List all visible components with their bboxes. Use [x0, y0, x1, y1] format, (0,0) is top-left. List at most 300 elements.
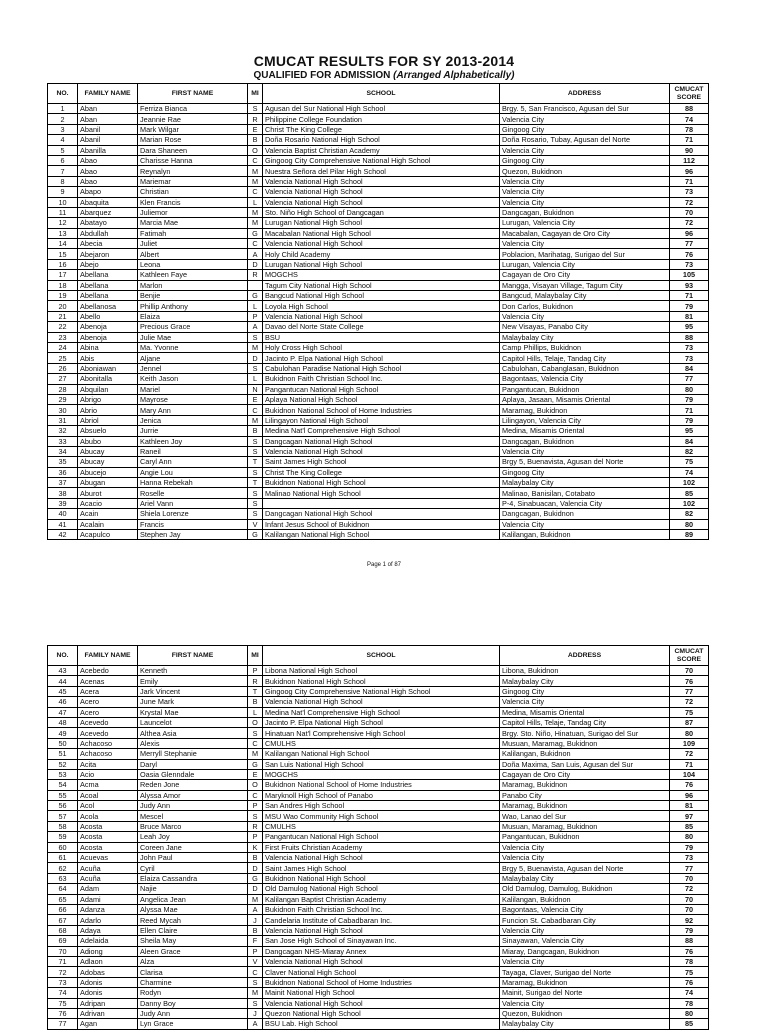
cell-school: Valencia National High School — [263, 446, 500, 456]
cell-school: Dangcagan National High School — [263, 509, 500, 519]
cell-first-name: Elaiza — [138, 311, 248, 321]
cell-address: Pangantucan, Bukidnon — [500, 384, 670, 394]
table-row — [48, 166, 709, 176]
cell-score: 90 — [670, 145, 709, 155]
page-title: CMUCAT RESULTS FOR SY 2013-2014 — [253, 53, 515, 69]
table-row — [48, 478, 709, 488]
cell-mi: M — [248, 894, 263, 904]
cell-address: Brgy 5, Buenavista, Agusan del Norte — [500, 457, 670, 467]
cell-family-name: Adripan — [78, 998, 138, 1008]
cell-mi — [248, 280, 263, 290]
cell-family-name: Acera — [78, 686, 138, 696]
cell-school: Christ The King College — [263, 124, 500, 134]
cell-mi: E — [248, 769, 263, 779]
cell-score: 82 — [670, 446, 709, 456]
cell-family-name: Acevedo — [78, 717, 138, 727]
cell-family-name: Acuña — [78, 863, 138, 873]
cell-first-name: Cyril — [138, 863, 248, 873]
cell-mi: E — [248, 394, 263, 404]
cell-first-name: Sheila May — [138, 936, 248, 946]
cell-score: 75 — [670, 707, 709, 717]
table-row — [48, 446, 709, 456]
cell-mi: M — [248, 988, 263, 998]
cell-address: Mangga, Visayan Village, Tagum City — [500, 280, 670, 290]
cell-first-name: Reden Jone — [138, 780, 248, 790]
cell-score: 71 — [670, 405, 709, 415]
table-row — [48, 821, 709, 831]
cell-first-name: Marcia Mae — [138, 218, 248, 228]
cell-score: 85 — [670, 1019, 709, 1029]
cell-first-name: Rodyn — [138, 988, 248, 998]
cell-address: Kalilangan, Bukidnon — [500, 749, 670, 759]
cell-school: Lurugan National High School — [263, 259, 500, 269]
cell-mi: G — [248, 759, 263, 769]
cell-school: Holy Child Academy — [263, 249, 500, 259]
cell-family-name: Abucay — [78, 457, 138, 467]
cell-family-name: Adonis — [78, 977, 138, 987]
table-row — [48, 342, 709, 352]
cell-school: Candelaria Institute of Cabadbaran Inc. — [263, 915, 500, 925]
table-row — [48, 988, 709, 998]
cell-first-name: Jeannie Rae — [138, 114, 248, 124]
table-row — [48, 530, 709, 540]
cell-score: 73 — [670, 353, 709, 363]
cell-address: P-4, Sinabuacan, Valencia City — [500, 498, 670, 508]
cell-score: 92 — [670, 915, 709, 925]
cell-no: 58 — [48, 821, 78, 831]
cell-address: Libona, Bukidnon — [500, 666, 670, 676]
cell-no: 71 — [48, 956, 78, 966]
cell-address: Doña Rosario, Tubay, Agusan del Norte — [500, 135, 670, 145]
cell-mi: B — [248, 925, 263, 935]
cell-first-name: Mariel — [138, 384, 248, 394]
cell-first-name: Alyssa Mae — [138, 904, 248, 914]
table-row — [48, 666, 709, 676]
cell-address: Gingoog City — [500, 124, 670, 134]
cell-family-name: Abejaron — [78, 249, 138, 259]
cell-mi: S — [248, 467, 263, 477]
table-row — [48, 218, 709, 228]
cell-school: Valencia Baptist Christian Academy — [263, 145, 500, 155]
table-row — [48, 956, 709, 966]
cell-school: Bukidnon National High School — [263, 478, 500, 488]
cell-no: 3 — [48, 124, 78, 134]
cell-no: 73 — [48, 977, 78, 987]
cell-mi: S — [248, 728, 263, 738]
cell-first-name: Raneil — [138, 446, 248, 456]
cell-no: 6 — [48, 155, 78, 165]
cell-no: 30 — [48, 405, 78, 415]
cell-family-name: Acio — [78, 769, 138, 779]
cell-no: 29 — [48, 394, 78, 404]
cell-family-name: Abao — [78, 176, 138, 186]
cell-mi: T — [248, 686, 263, 696]
cell-school: Pangantucan National High School — [263, 384, 500, 394]
cell-no: 21 — [48, 311, 78, 321]
cell-school: Lurugan National High School — [263, 218, 500, 228]
cell-score: 76 — [670, 780, 709, 790]
cell-address: Lilingayon, Valencia City — [500, 415, 670, 425]
cell-score: 105 — [670, 270, 709, 280]
cell-school: Bangcud National High School — [263, 291, 500, 301]
cell-score: 109 — [670, 738, 709, 748]
cell-score: 74 — [670, 467, 709, 477]
cell-mi: D — [248, 863, 263, 873]
cell-school: Gingoog City Comprehensive National High School — [263, 686, 500, 696]
cell-first-name: Najie — [138, 884, 248, 894]
table-row — [48, 301, 709, 311]
cell-mi: O — [248, 145, 263, 155]
cell-address: Dangcagan, Bukidnon — [500, 509, 670, 519]
cell-first-name: Klen Francis — [138, 197, 248, 207]
cell-no: 31 — [48, 415, 78, 425]
table-row — [48, 270, 709, 280]
cell-mi: L — [248, 301, 263, 311]
cell-family-name: Abao — [78, 166, 138, 176]
cell-first-name: Ariel Vann — [138, 498, 248, 508]
cell-school: Saint James High School — [263, 457, 500, 467]
cell-score: 77 — [670, 686, 709, 696]
col-header-no: NO. — [48, 84, 78, 104]
cell-address: Valencia City — [500, 145, 670, 155]
cell-no: 48 — [48, 717, 78, 727]
cell-mi: S — [248, 498, 263, 508]
cell-score: 79 — [670, 301, 709, 311]
table-body — [48, 666, 709, 1030]
cell-family-name: Acalain — [78, 519, 138, 529]
cell-family-name: Aban — [78, 114, 138, 124]
cell-family-name: Abis — [78, 353, 138, 363]
cell-first-name: Daryl — [138, 759, 248, 769]
table-row — [48, 842, 709, 852]
cell-first-name: Danny Boy — [138, 998, 248, 1008]
cell-score: 95 — [670, 322, 709, 332]
cell-address: Bagontaas, Valencia City — [500, 374, 670, 384]
cell-no: 59 — [48, 832, 78, 842]
cell-family-name: Acero — [78, 707, 138, 717]
table-row — [48, 697, 709, 707]
cell-score: 84 — [670, 436, 709, 446]
table-row — [48, 728, 709, 738]
cell-family-name: Abanil — [78, 135, 138, 145]
cell-no: 2 — [48, 114, 78, 124]
cell-school: Valencia National High School — [263, 187, 500, 197]
table-row — [48, 884, 709, 894]
cell-score: 102 — [670, 478, 709, 488]
cell-no: 22 — [48, 322, 78, 332]
cell-family-name: Abatayo — [78, 218, 138, 228]
cell-address: Valencia City — [500, 114, 670, 124]
table-row — [48, 311, 709, 321]
cell-mi: L — [248, 707, 263, 717]
cell-address: Valencia City — [500, 519, 670, 529]
cell-first-name: Judy Ann — [138, 1008, 248, 1018]
cell-no: 9 — [48, 187, 78, 197]
cell-family-name: Abucay — [78, 446, 138, 456]
cell-family-name: Acola — [78, 811, 138, 821]
table-row — [48, 915, 709, 925]
cell-school: Claver National High School — [263, 967, 500, 977]
cell-no: 54 — [48, 780, 78, 790]
table-row — [48, 790, 709, 800]
cell-score: 70 — [670, 894, 709, 904]
cell-school: San Andres High School — [263, 801, 500, 811]
table-row — [48, 394, 709, 404]
cell-mi: V — [248, 956, 263, 966]
table-row — [48, 104, 709, 114]
col-header-school: SCHOOL — [263, 84, 500, 104]
cell-score: 80 — [670, 384, 709, 394]
cell-first-name: Francis — [138, 519, 248, 529]
cell-no: 53 — [48, 769, 78, 779]
cell-mi: V — [248, 519, 263, 529]
cell-first-name: Juliemor — [138, 207, 248, 217]
cell-first-name: Althea Asia — [138, 728, 248, 738]
cell-score: 81 — [670, 801, 709, 811]
cell-school: Bukidnon National High School — [263, 873, 500, 883]
table-row — [48, 405, 709, 415]
cell-mi: N — [248, 384, 263, 394]
cell-address: Valencia City — [500, 925, 670, 935]
table-row — [48, 904, 709, 914]
cell-no: 57 — [48, 811, 78, 821]
cell-mi: M — [248, 749, 263, 759]
cell-mi: C — [248, 405, 263, 415]
cell-family-name: Acevedo — [78, 728, 138, 738]
cell-first-name: Judy Ann — [138, 801, 248, 811]
cell-school: Kalilangan National High School — [263, 530, 500, 540]
cell-mi: P — [248, 801, 263, 811]
cell-address: Valencia City — [500, 842, 670, 852]
cell-mi: A — [248, 322, 263, 332]
cell-first-name: Stephen Jay — [138, 530, 248, 540]
cell-first-name: Oasia Glenndale — [138, 769, 248, 779]
cell-school: Old Damulog National High School — [263, 884, 500, 894]
cell-first-name: Dara Shaneen — [138, 145, 248, 155]
cell-no: 77 — [48, 1019, 78, 1029]
cell-family-name: Adarlo — [78, 915, 138, 925]
cell-first-name: Reed Mycah — [138, 915, 248, 925]
cell-no: 74 — [48, 988, 78, 998]
cell-mi: T — [248, 457, 263, 467]
cell-mi: B — [248, 853, 263, 863]
cell-score: 80 — [670, 832, 709, 842]
cell-address: Miaray, Dangcagan, Bukidnon — [500, 946, 670, 956]
cell-score: 79 — [670, 842, 709, 852]
cell-school: Cabulohan Paradise National High School — [263, 363, 500, 373]
cell-no: 13 — [48, 228, 78, 238]
cell-family-name: Abriol — [78, 415, 138, 425]
cell-first-name: Kathleen Faye — [138, 270, 248, 280]
cell-no: 15 — [48, 249, 78, 259]
cell-address: Bangcud, Malaybalay City — [500, 291, 670, 301]
cell-first-name: Mariemar — [138, 176, 248, 186]
cell-school: Saint James High School — [263, 863, 500, 873]
cell-address: Wao, Lanao del Sur — [500, 811, 670, 821]
table-row — [48, 946, 709, 956]
cell-no: 45 — [48, 686, 78, 696]
cell-address: Capitol Hills, Telaje, Tandag City — [500, 717, 670, 727]
cell-first-name: Angelica Jean — [138, 894, 248, 904]
cell-family-name: Abellana — [78, 280, 138, 290]
cell-school: Infant Jesus School of Bukidnon — [263, 519, 500, 529]
table-row — [48, 488, 709, 498]
cell-address: Quezon, Bukidnon — [500, 1008, 670, 1018]
cell-no: 11 — [48, 207, 78, 217]
table-row — [48, 280, 709, 290]
table-row — [48, 832, 709, 842]
cell-first-name: Kenneth — [138, 666, 248, 676]
table-row — [48, 155, 709, 165]
cell-school: Bukidnon Faith Christian School Inc. — [263, 904, 500, 914]
cell-score: 73 — [670, 342, 709, 352]
cell-no: 60 — [48, 842, 78, 852]
cell-address: Maramag, Bukidnon — [500, 405, 670, 415]
cell-no: 24 — [48, 342, 78, 352]
cell-address: Dangcagan, Bukidnon — [500, 436, 670, 446]
cell-address: Maramag, Bukidnon — [500, 780, 670, 790]
cell-no: 4 — [48, 135, 78, 145]
cell-school: Malinao National High School — [263, 488, 500, 498]
cell-school: Libona National High School — [263, 666, 500, 676]
table-row — [48, 801, 709, 811]
cell-school: Kalilangan National High School — [263, 749, 500, 759]
cell-first-name: Krystal Mae — [138, 707, 248, 717]
table-row — [48, 239, 709, 249]
cell-mi: C — [248, 187, 263, 197]
cell-family-name: Adanza — [78, 904, 138, 914]
cell-score: 74 — [670, 114, 709, 124]
table-row — [48, 967, 709, 977]
cell-address: Camp Phillips, Bukidnon — [500, 342, 670, 352]
results-table-page-1 — [47, 83, 709, 540]
cell-mi: C — [248, 790, 263, 800]
table-row — [48, 467, 709, 477]
cell-first-name: Mark Wilgar — [138, 124, 248, 134]
cell-mi: J — [248, 1008, 263, 1018]
cell-mi: D — [248, 259, 263, 269]
cell-score: 72 — [670, 697, 709, 707]
cell-no: 36 — [48, 467, 78, 477]
cell-first-name: Charisse Hanna — [138, 155, 248, 165]
cell-first-name: Alexis — [138, 738, 248, 748]
cell-school: Aplaya National High School — [263, 394, 500, 404]
cell-family-name: Achacoso — [78, 749, 138, 759]
cell-no: 52 — [48, 759, 78, 769]
cell-address: Valencia City — [500, 998, 670, 1008]
cell-school: Macabalan National High School — [263, 228, 500, 238]
table-row — [48, 873, 709, 883]
cell-family-name: Achacoso — [78, 738, 138, 748]
cell-address: Poblacion, Marihatag, Surigao del Sur — [500, 249, 670, 259]
cell-school: San Jose High School of Sinayawan Inc. — [263, 936, 500, 946]
cell-mi: T — [248, 478, 263, 488]
cell-score: 85 — [670, 488, 709, 498]
cell-score: 96 — [670, 166, 709, 176]
cell-family-name: Aban — [78, 104, 138, 114]
cell-mi: S — [248, 977, 263, 987]
cell-family-name: Acosta — [78, 842, 138, 852]
col-header-score: CMUCAT SCORE — [670, 646, 709, 666]
table-row — [48, 249, 709, 259]
cell-address: Panabo City — [500, 790, 670, 800]
cell-score: 79 — [670, 394, 709, 404]
cell-mi: O — [248, 717, 263, 727]
cell-mi: E — [248, 124, 263, 134]
cell-score: 70 — [670, 207, 709, 217]
cell-no: 17 — [48, 270, 78, 280]
cell-address: Brgy. Sto. Niño, Hinatuan, Surigao del Sur — [500, 728, 670, 738]
cell-address: Medina, Misamis Oriental — [500, 707, 670, 717]
cell-score: 71 — [670, 135, 709, 145]
cell-no: 1 — [48, 104, 78, 114]
cell-score: 72 — [670, 218, 709, 228]
cell-no: 14 — [48, 239, 78, 249]
cell-address: Cagayan de Oro City — [500, 769, 670, 779]
cell-score: 76 — [670, 977, 709, 987]
table-row — [48, 176, 709, 186]
table-row — [48, 145, 709, 155]
cell-score: 93 — [670, 280, 709, 290]
cell-score: 82 — [670, 509, 709, 519]
cell-score: 78 — [670, 956, 709, 966]
cell-score: 71 — [670, 759, 709, 769]
cell-first-name: Ellen Claire — [138, 925, 248, 935]
cell-family-name: Abejo — [78, 259, 138, 269]
cell-address: Gingoog City — [500, 467, 670, 477]
cell-address: Musuan, Maramag, Bukidnon — [500, 738, 670, 748]
cell-no: 27 — [48, 374, 78, 384]
cell-no: 16 — [48, 259, 78, 269]
cell-score: 76 — [670, 676, 709, 686]
cell-address: Valencia City — [500, 197, 670, 207]
cell-score: 84 — [670, 363, 709, 373]
col-header-family-name: FAMILY NAME — [78, 84, 138, 104]
cell-family-name: Adobas — [78, 967, 138, 977]
cell-address: Malaybalay City — [500, 873, 670, 883]
cell-first-name: Kathleen Joy — [138, 436, 248, 446]
cell-first-name: Merryll Stephanie — [138, 749, 248, 759]
table-row — [48, 436, 709, 446]
cell-score: 88 — [670, 332, 709, 342]
col-header-family-name: FAMILY NAME — [78, 646, 138, 666]
cell-score: 73 — [670, 853, 709, 863]
table-row — [48, 509, 709, 519]
cell-family-name: Acol — [78, 801, 138, 811]
cell-school: Pangantucan National High School — [263, 832, 500, 842]
cell-mi: R — [248, 676, 263, 686]
cell-mi: M — [248, 176, 263, 186]
cell-score: 88 — [670, 936, 709, 946]
cell-family-name: Adlaon — [78, 956, 138, 966]
cell-score: 71 — [670, 176, 709, 186]
col-header-address: ADDRESS — [500, 84, 670, 104]
cell-first-name: Aleen Grace — [138, 946, 248, 956]
table-row — [48, 353, 709, 363]
cell-family-name: Abellanosa — [78, 301, 138, 311]
cell-family-name: Abonitalla — [78, 374, 138, 384]
cell-no: 66 — [48, 904, 78, 914]
cell-mi: S — [248, 104, 263, 114]
cell-no: 76 — [48, 1008, 78, 1018]
cell-family-name: Abao — [78, 155, 138, 165]
cell-mi: L — [248, 197, 263, 207]
cell-first-name: Marian Rose — [138, 135, 248, 145]
cell-first-name: Alyssa Amor — [138, 790, 248, 800]
table-row — [48, 363, 709, 373]
cell-mi: G — [248, 873, 263, 883]
cell-address: Valencia City — [500, 697, 670, 707]
